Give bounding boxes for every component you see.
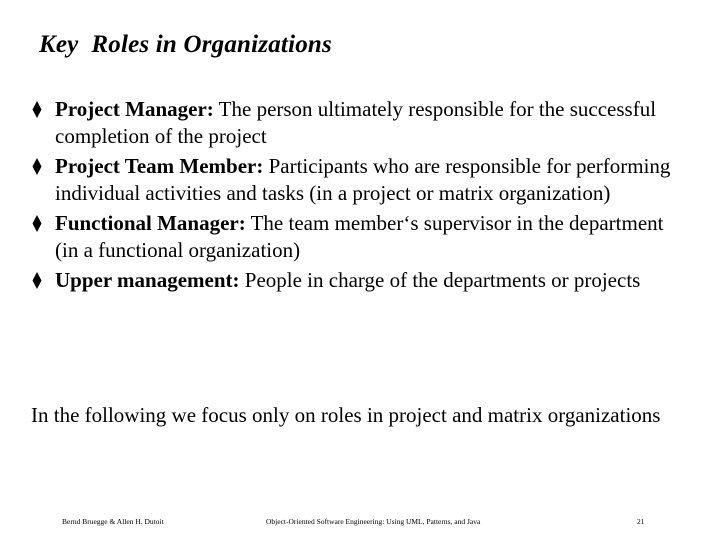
footer-authors: Bernd Bruegge & Allen H. Dutoit [62,517,164,526]
role-description: The team member‘s supervisor in the department (in a functional organization) [55,211,664,262]
footer-book-title: Object-Oriented Software Engineering: Using UML, Patterns, and Java [266,517,481,526]
diamond-bullet-icon [31,270,43,291]
role-term: Project Manager: [55,97,214,121]
focus-note: In the following we focus only on roles in project and matrix organizations [31,403,661,427]
page-number: 21 [637,517,645,526]
role-description: Participants who are responsible for performing individual activities and tasks (in a project or matrix organization) [55,154,671,205]
role-term: Functional Manager: [55,211,246,235]
list-item [31,267,691,294]
role-description: The person ultimately responsible for the successful completion of the project [55,97,657,148]
list-item [31,96,691,150]
slide-title: Key Roles in Organizations [39,31,332,58]
list-item [31,153,691,207]
role-term: Upper management: [55,268,240,292]
roles-list [31,96,691,297]
diamond-bullet-icon [31,99,43,120]
diamond-bullet-icon [31,156,43,177]
role-term: Project Team Member: [55,154,264,178]
list-item [31,210,691,264]
diamond-bullet-icon [31,213,43,234]
role-description: People in charge of the departments or projects [244,268,641,292]
